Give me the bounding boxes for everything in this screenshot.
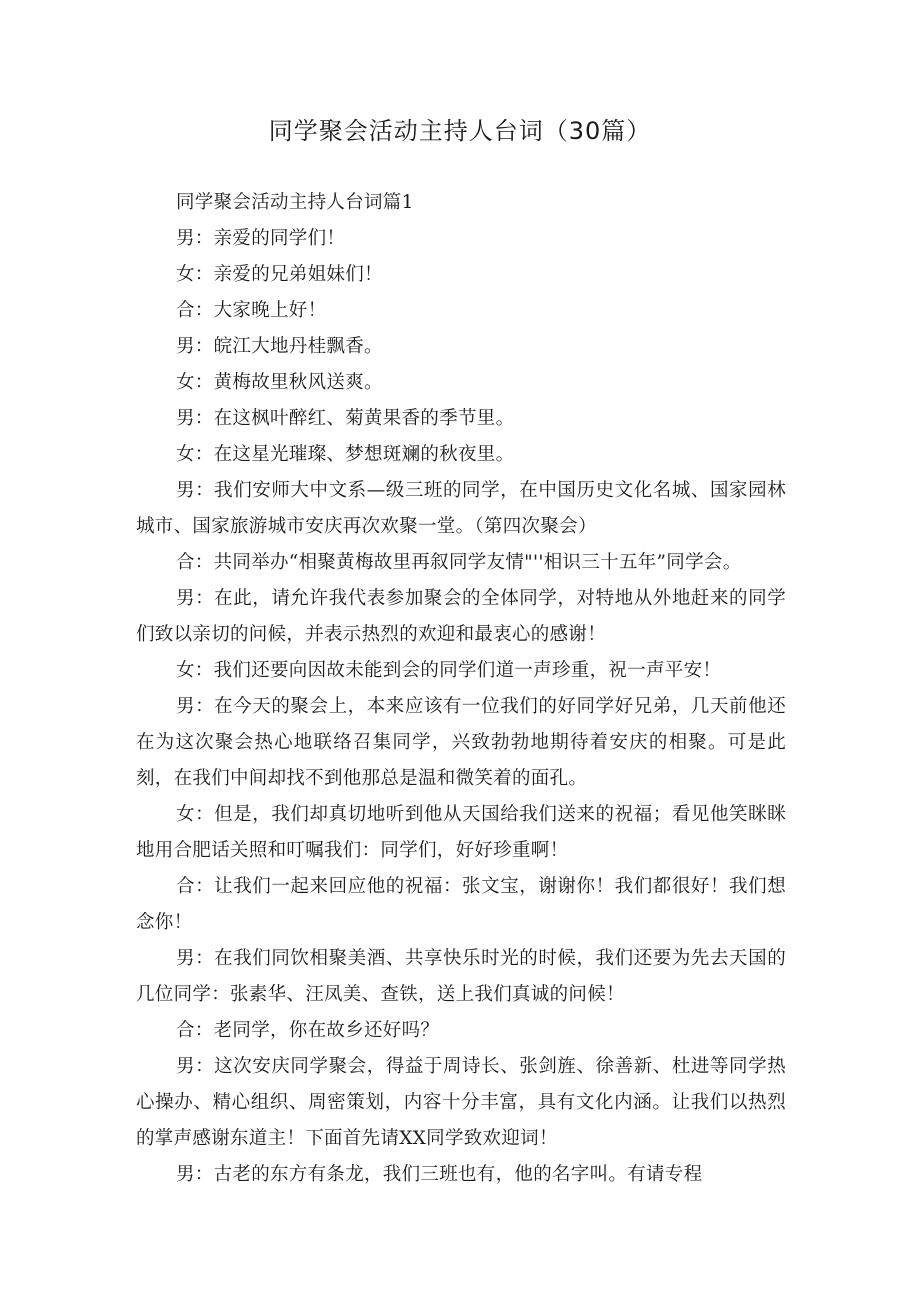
paragraph: 合：大家晚上好！: [176, 300, 327, 321]
paragraph: 男：这次安庆同学聚会，得益于周诗长、张剑旌、徐善新、杜进等同学热心操办、精心组织、周密策划，内容十分丰富，具有文化内涵。让我们以热烈的掌声感谢东道主！下面首先请XX同学致欢迎词！: [136, 1056, 786, 1149]
paragraph: 合：让我们一起来回应他的祝福：张文宝，谢谢你！我们都很好！我们想念你！: [136, 876, 786, 933]
document-body: [136, 185, 786, 1193]
paragraph: 男：在此，请允许我代表参加聚会的全体同学，对特地从外地赶来的同学们致以亲切的问候，并表示热烈的欢迎和最衷心的感谢！: [136, 588, 786, 645]
paragraph: 女：亲爱的兄弟姐妹们！: [176, 264, 383, 285]
paragraph: 男：亲爱的同学们！: [176, 228, 346, 249]
paragraph: 男：古老的东方有条龙，我们三班也有，他的名字叫。有请专程: [176, 1164, 703, 1185]
paragraph: 女：我们还要向因故未能到会的同学们道一声珍重，祝一声平安！: [176, 660, 722, 681]
paragraph: 男：在我们同饮相聚美酒、共享快乐时光的时候，我们还要为先去天国的几位同学：张素华、汪凤美、查铁，送上我们真诚的问候！: [136, 948, 786, 1005]
paragraph: 男：我们安师大中文系—级三班的同学，在中国历史文化名城、国家园林城市、国家旅游城市安庆再次欢聚一堂。（第四次聚会）: [136, 480, 786, 537]
paragraph: 女：黄梅故里秋风送爽。: [176, 372, 383, 393]
paragraph: 男：在今天的聚会上，本来应该有一位我们的好同学好兄弟，几天前他还在为这次聚会热心地联络召集同学，兴致勃勃地期待着安庆的相聚。可是此刻，在我们中间却找不到他那总是温和微笑着的面孔。: [136, 696, 786, 789]
paragraph: 男：在这枫叶醉红、菊黄果香的季节里。: [176, 408, 515, 429]
paragraph: 女：但是，我们却真切地听到他从天国给我们送来的祝福；看见他笑眯眯地用合肥话关照和叮嘱我们：同学们，好好珍重啊！: [136, 804, 786, 861]
paragraph: 合：共同举办“相聚黄梅故里再叙同学友情"''相识三十五年”同学会。: [176, 552, 742, 573]
paragraph: 男：皖江大地丹桂飘香。: [176, 336, 383, 357]
paragraph: 女：在这星光璀璨、梦想斑斓的秋夜里。: [176, 444, 515, 465]
section-heading: 同学聚会活动主持人台词篇1: [176, 192, 414, 213]
paragraph: 合：老同学，你在故乡还好吗？: [176, 1020, 440, 1041]
document-title: 同学聚会活动主持人台词（30篇）: [268, 117, 652, 145]
